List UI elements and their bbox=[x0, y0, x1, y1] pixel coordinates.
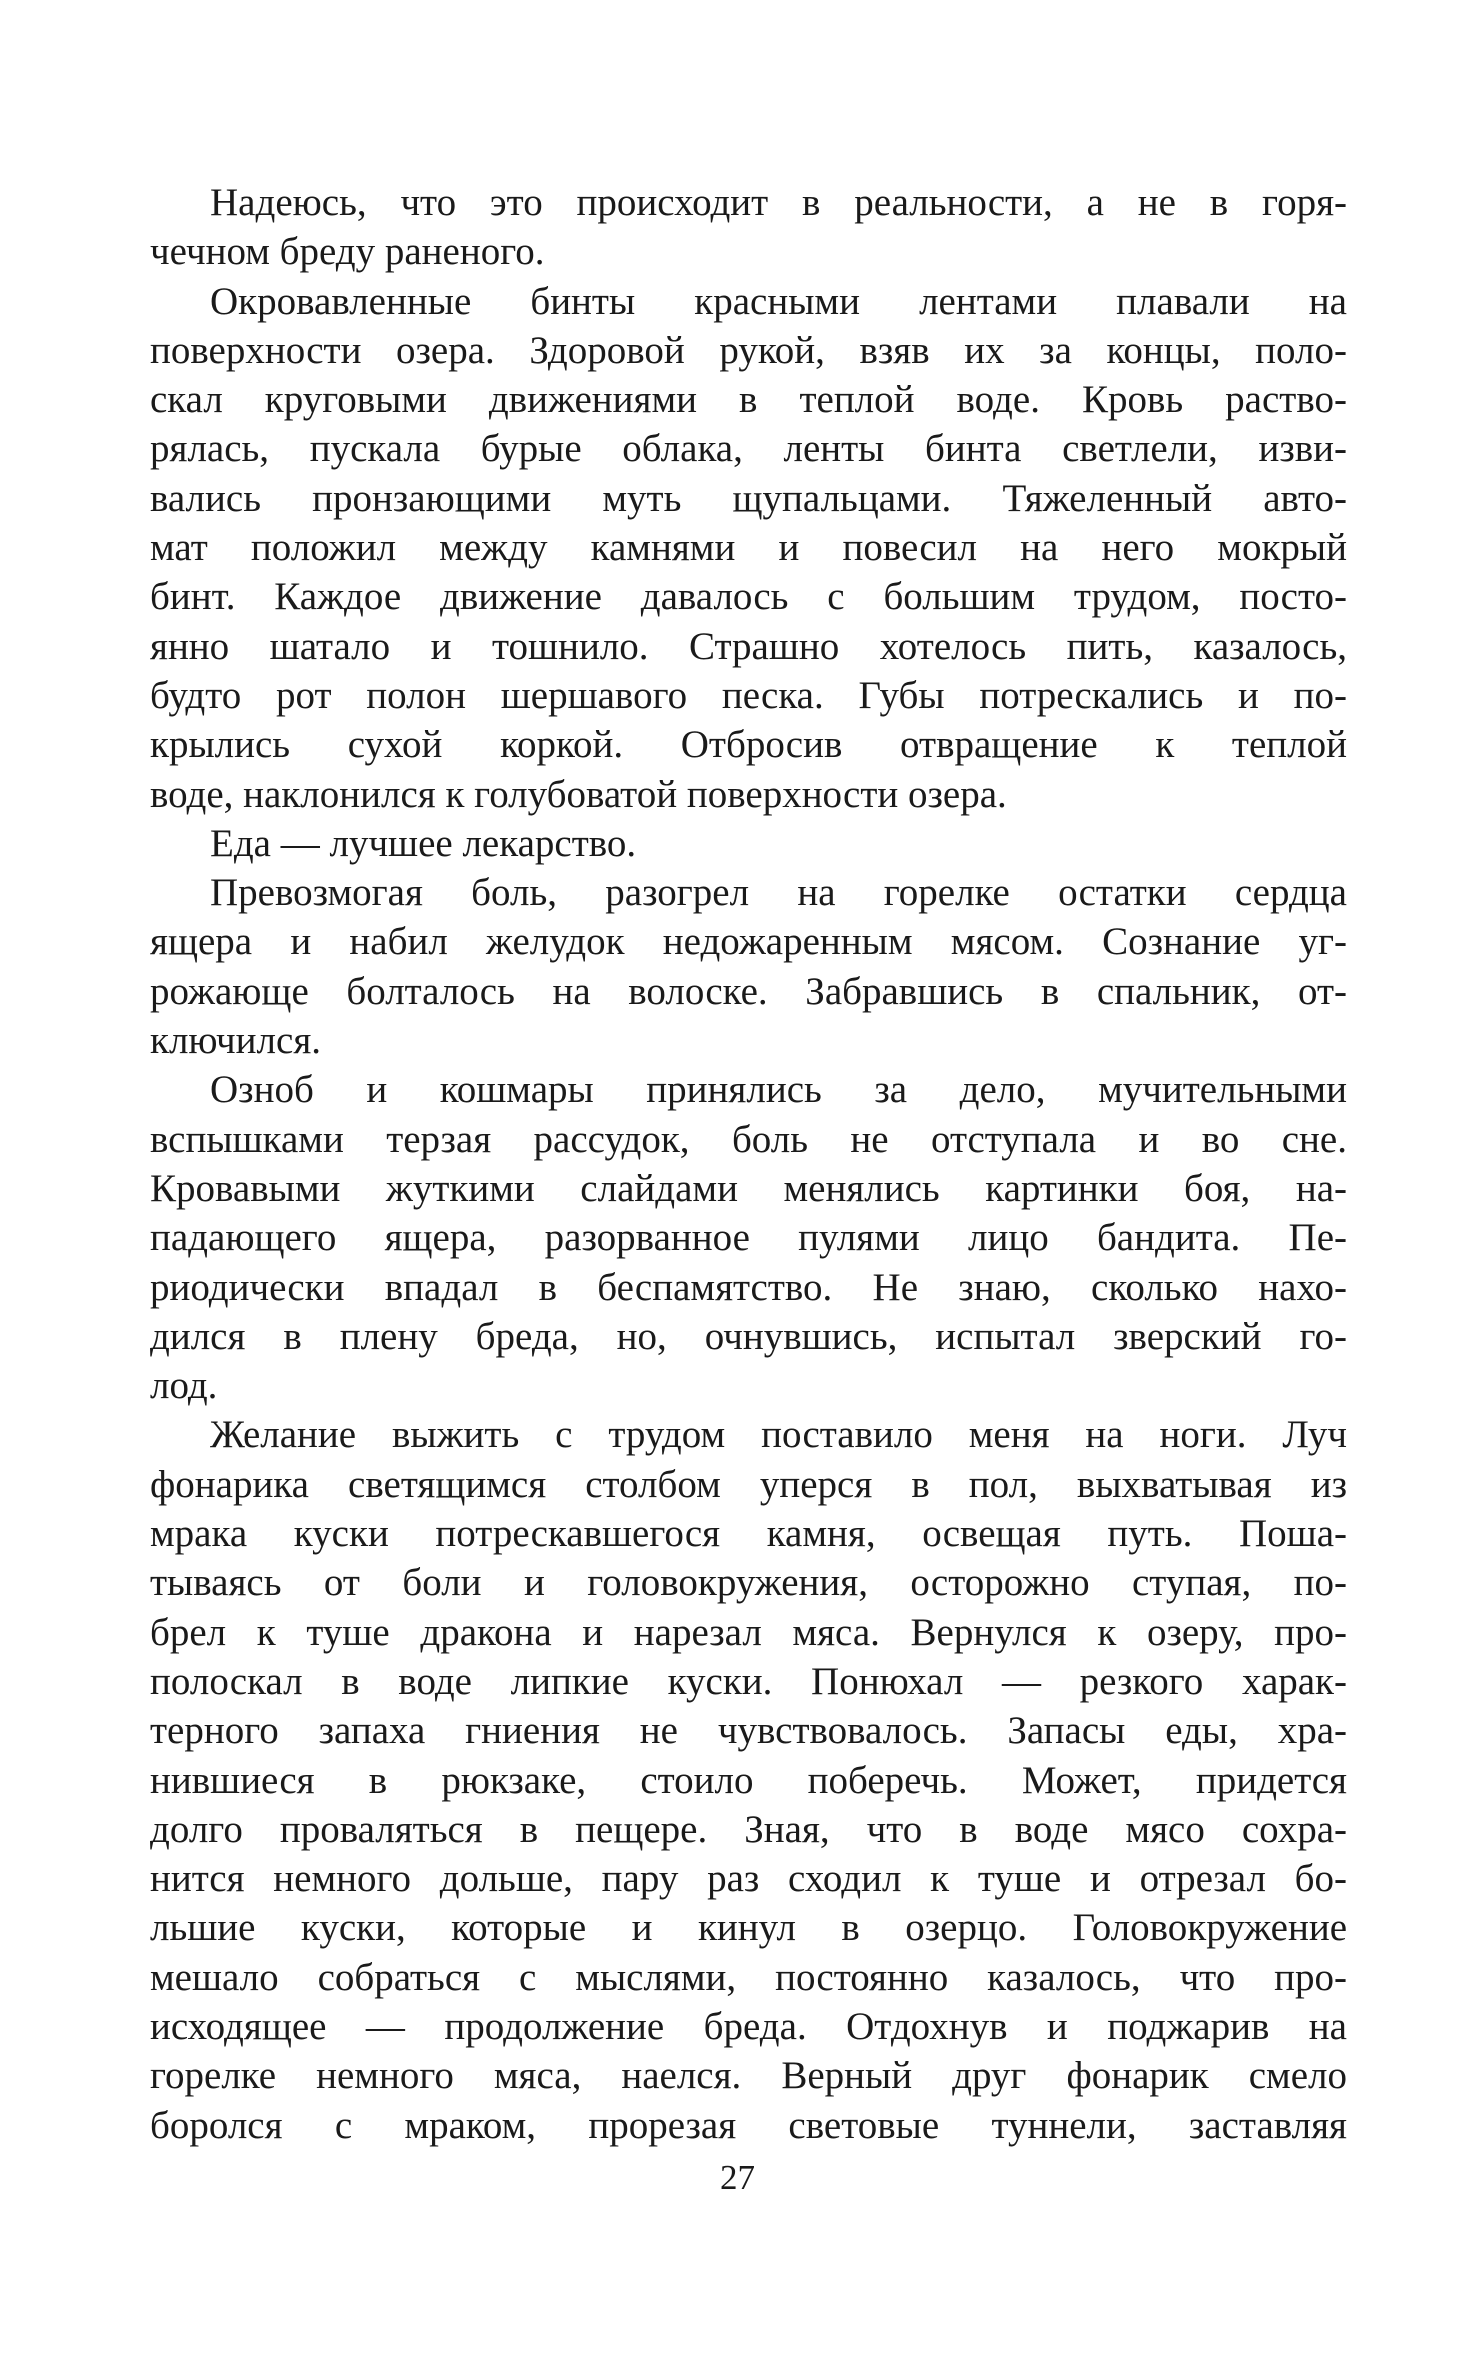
text-line: рялась, пускала бурые облака, ленты бинта светлели, изви- bbox=[150, 427, 1347, 471]
text-line: риодически впадал в беспамятство. Не знаю, сколько нахо- bbox=[150, 1265, 1347, 1309]
text-line: терного запаха гниения не чувствовалось. Запасы еды, хра- bbox=[150, 1709, 1347, 1753]
page-body-text bbox=[150, 178, 1347, 2150]
text-line: мешало собраться с мыслями, постоянно казалось, что про- bbox=[150, 1955, 1347, 1999]
text-line: брел к туше дракона и нарезал мяса. Вернулся к озеру, про- bbox=[150, 1610, 1347, 1654]
text-line: мрака куски потрескавшегося камня, освещая путь. Поша- bbox=[150, 1512, 1347, 1556]
text-line: Превозмогая боль, разогрел на горелке остатки сердца bbox=[210, 871, 1347, 915]
text-line: долго проваляться в пещере. Зная, что в воде мясо сохра- bbox=[150, 1807, 1347, 1851]
text-line: вспышками терзая рассудок, боль не отступала и во сне. bbox=[150, 1117, 1347, 1161]
text-line: мат положил между камнями и повесил на него мокрый bbox=[150, 526, 1347, 570]
text-line: Кровавыми жуткими слайдами менялись картинки боя, на- bbox=[150, 1166, 1347, 1210]
text-line: вались пронзающими муть щупальцами. Тяжеленный авто- bbox=[150, 476, 1347, 520]
text-line: бинт. Каждое движение давалось с большим трудом, посто- bbox=[150, 575, 1347, 619]
text-line: Окровавленные бинты красными лентами плавали на bbox=[210, 279, 1347, 323]
text-line: Надеюсь, что это происходит в реальности, а не в горя- bbox=[210, 181, 1347, 224]
text-line: воде, наклонился к голубоватой поверхности озера. bbox=[150, 772, 1007, 816]
text-line: тываясь от боли и головокружения, осторожно ступая, по- bbox=[150, 1561, 1347, 1605]
text-line: янно шатало и тошнило. Страшно хотелось пить, казалось, bbox=[150, 624, 1347, 668]
text-line: дился в плену бреда, но, очнувшись, испытал зверский го- bbox=[150, 1314, 1347, 1358]
text-line: боролся с мраком, прорезая световые туннели, заставляя bbox=[150, 2103, 1347, 2147]
page-number: 27 bbox=[720, 2158, 755, 2197]
text-line: исходящее — продолжение бреда. Отдохнув и поджарив на bbox=[150, 2004, 1347, 2048]
text-line: нившиеся в рюкзаке, стоило поберечь. Может, придется bbox=[150, 1758, 1347, 1802]
text-line: Еда — лучшее лекарство. bbox=[210, 821, 637, 865]
text-line: падающего ящера, разорванное пулями лицо бандита. Пе- bbox=[150, 1216, 1347, 1260]
text-line: горелке немного мяса, наелся. Верный друг фонарик смело bbox=[150, 2054, 1347, 2098]
text-line: крылись сухой коркой. Отбросив отвращение к теплой bbox=[150, 723, 1347, 767]
text-line: чечном бреду раненого. bbox=[150, 230, 545, 274]
text-line: скал круговыми движениями в теплой воде. Кровь раство- bbox=[150, 378, 1347, 422]
text-line: будто рот полон шершавого песка. Губы потрескались и по- bbox=[150, 673, 1347, 717]
text-line: ключился. bbox=[150, 1019, 322, 1063]
text-line: поверхности озера. Здоровой рукой, взяв их за концы, поло- bbox=[150, 328, 1347, 372]
text-line: лод. bbox=[150, 1364, 218, 1408]
text-line: Желание выжить с трудом поставило меня на ноги. Луч bbox=[210, 1413, 1347, 1457]
text-line: фонарика светящимся столбом уперся в пол, выхватывая из bbox=[150, 1462, 1347, 1506]
text-line: рожающе болталось на волоске. Забравшись в спальник, от- bbox=[150, 969, 1347, 1013]
text-line: льшие куски, которые и кинул в озерцо. Головокружение bbox=[150, 1906, 1347, 1950]
text-line: нится немного дольше, пару раз сходил к туше и отрезал бо- bbox=[150, 1857, 1347, 1901]
text-line: Озноб и кошмары принялись за дело, мучительными bbox=[210, 1068, 1347, 1112]
text-line: полоскал в воде липкие куски. Понюхал — резкого харак- bbox=[150, 1659, 1347, 1703]
text-line: ящера и набил желудок недожаренным мясом. Сознание уг- bbox=[150, 920, 1347, 964]
